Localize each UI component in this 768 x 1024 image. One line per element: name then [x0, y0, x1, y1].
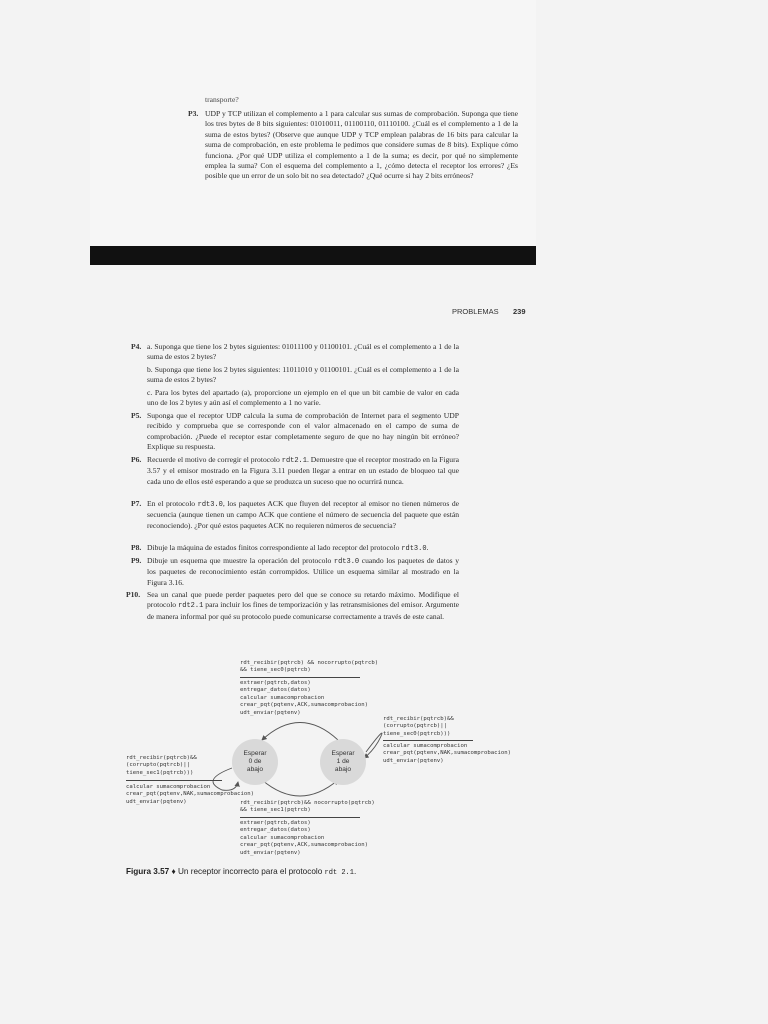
state-wait-1: Esperar 1 de abajo — [320, 739, 366, 785]
problem-p9: Dibuje un esquema que muestre la operación del protocolo rdt3.0 cuando los paquetes de datos y los paquetes de reconocimiento están corrompidos. Utilice un esquema similar al mostrado en la Figura 3.16. — [147, 556, 459, 587]
problem-number-p8: P8. — [131, 543, 142, 552]
problem-number-p7: P7. — [131, 499, 142, 508]
state-wait-0: Esperar 0 de abajo — [232, 739, 278, 785]
top-transition-rule — [240, 677, 360, 678]
cut-line: transporte? — [205, 95, 239, 104]
right-loop-rule — [383, 740, 473, 741]
problem-number-p5: P5. — [131, 411, 142, 420]
problem-p10: Sea un canal que puede perder paquetes pero del que se conoce su retardo máximo. Modifique el protocolo rdt2.1 para incluir los fines de temporización y las retransmisiones del emisor. Argumente de manera informal por qué su protocolo puede comunicarse correctamente a través de este canal. — [147, 590, 459, 621]
problem-number-p3: P3. — [188, 109, 199, 118]
right-loop-event: rdt_recibir(pqtrcb)&& (corrupto(pqtrcb)|| tiene_sec0(pqtrcb))) — [383, 716, 454, 737]
figure-caption: Figura 3.57 ♦ Un receptor incorrecto para el protocolo rdt 2.1. — [126, 867, 357, 877]
top-transition-action: extraer(pqtrcb,datos) entregar_datos(datos) calcular sumacomprobacion crear_pqt(pqtenv,ACK,sumacomprobacion) udt_enviar(pqtenv) — [240, 680, 368, 716]
problem-p3: UDP y TCP utilizan el complemento a 1 para calcular sus sumas de comprobación. Suponga que tiene los tres bytes de 8 bits siguientes: 01010011, 01100110, 01110100. ¿Cuál es el complemento a 1 de la suma de estos bytes? (Observe que aunque UDP y TCP emplean palabras de 16 bits para calcular la suma de comprobación, en este problema le pedimos que considere sumas de 8 bits). Explique cómo funciona. ¿Por qué UDP utiliza el complemento a 1 de la suma; es decir, por qué no simplemente emplea la suma? Con el esquema del complemento a 1, ¿cómo detecta el receptor los errores? ¿Es posible que un error de un solo bit no sea detectado? ¿Qué ocurre si hay 2 bits erróneos? — [205, 109, 518, 181]
problem-p7: En el protocolo rdt3.0, los paquetes ACK que fluyen del receptor al emisor no tienen números de secuencia (aunque tienen un campo ACK que contiene el número de secuencia del paquete que están reconociendo). ¿Por qué estos paquetes ACK no requieren números de secuencia? — [147, 499, 460, 530]
problem-p4b: b. Suponga que tiene los 2 bytes siguientes: 11011010 y 01100101. ¿Cuál es el complemento a 1 de la suma de estos 2 bytes? — [147, 365, 459, 385]
running-header: PROBLEMAS — [452, 307, 499, 316]
problem-p8: Dibuje la máquina de estados finitos correspondiente al lado receptor del protocolo rdt3.0. — [147, 543, 429, 553]
bottom-transition-event: rdt_recibir(pqtrcb)&& nocorrupto(pqtrcb) && tiene_sec1(pqtrcb) — [240, 800, 375, 814]
problem-p5: Suponga que el receptor UDP calcula la suma de comprobación de Internet para el segmento UDP recibido y comprueba que se corresponde con el valor almacenado en el campo de suma de comprobación. ¿Puede el receptor estar completamente seguro de que no hay ningún bit erróneo? Explique su respuesta. — [147, 411, 459, 452]
problem-number-p6: P6. — [131, 455, 142, 464]
problem-p4c: c. Para los bytes del apartado (a), proporcione un ejemplo en el que un bit cambie de valor en cada uno de los 2 bytes y aún así el complemento a 1 no varíe. — [147, 388, 459, 408]
page-separator — [90, 246, 536, 265]
problem-number-p9: P9. — [131, 556, 142, 565]
left-loop-rule — [126, 780, 222, 781]
bottom-transition-rule — [240, 817, 360, 818]
top-transition-event: rdt_recibir(pqtrcb) && nocorrupto(pqtrcb) && tiene_sec0(pqtrcb) — [240, 660, 379, 674]
problem-number-p4: P4. — [131, 342, 142, 351]
left-loop-event: rdt_recibir(pqtrcb)&& (corrupto(pqtrcb)|| tiene_sec1(pqtrcb))) — [126, 755, 197, 776]
problem-p4a: a. Suponga que tiene los 2 bytes siguientes: 01011100 y 01100101. ¿Cuál es el complemento a 1 de la suma de estos 2 bytes? — [147, 342, 459, 362]
problem-number-p10: P10. — [126, 590, 141, 599]
right-loop-action: calcular sumacomprobacion crear_pqt(pqtenv,NAK,sumacomprobacion) udt_enviar(pqtenv) — [383, 743, 511, 764]
problem-p6: Recuerde el motivo de corregir el protocolo rdt2.1. Demuestre que el receptor mostrado en la Figura 3.57 y el emisor mostrado en la Figura 3.11 pueden llegar a entrar en un estado de bloqueo tal que cada uno de ellos esté esperando a que se produzca un suceso que no ocurrirá nunca. — [147, 455, 459, 486]
left-loop-action: calcular sumacomprobacion crear_pqt(pqtenv,NAK,sumacomprobacion) udt_enviar(pqtenv) — [126, 784, 254, 805]
bottom-transition-action: extraer(pqtrcb,datos) entregar_datos(datos) calcular sumacomprobacion crear_pqt(pqtenv,ACK,sumacomprobacion) udt_enviar(pqtenv) — [240, 820, 368, 856]
page-number: 239 — [513, 307, 526, 316]
